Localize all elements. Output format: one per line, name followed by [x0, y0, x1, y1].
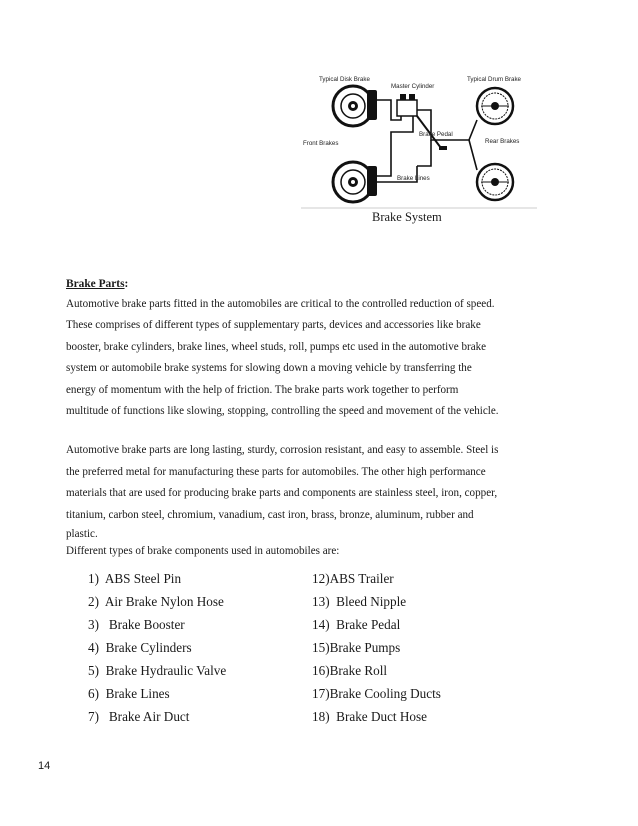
paragraph-line: booster, brake cylinders, brake lines, wheel studs, roll, pumps etc used in the automotive brake: [66, 340, 487, 353]
section-heading: [66, 275, 566, 294]
list-item: 7) Brake Air Duct: [88, 709, 190, 724]
list-row: [88, 636, 558, 659]
brake-system-illustration: [301, 70, 537, 212]
section-heading-text: Brake Parts: [66, 278, 125, 290]
label-rear-brakes: Rear Brakes: [485, 138, 520, 145]
list-row: [88, 659, 558, 682]
list-item: 3) Brake Booster: [88, 617, 185, 632]
label-brake-lines: Brake Lines: [397, 175, 430, 182]
paragraph-1: [66, 294, 566, 422]
list-row: [88, 590, 558, 613]
label-typical-drum-brake: Typical Drum Brake: [467, 76, 521, 83]
list-row: [88, 613, 558, 636]
list-item: 14) Brake Pedal: [312, 617, 401, 632]
paragraph-line: Automotive brake parts fitted in the automobiles are critical to the controlled reduction of speed.: [66, 298, 495, 310]
paragraph-line: energy of momentum with the help of friction. The brake parts work together to perform: [66, 383, 459, 396]
list-item: 6) Brake Lines: [88, 686, 170, 701]
paragraph-2: [66, 440, 566, 560]
paragraph-line: plastic.: [66, 528, 98, 541]
label-brake-pedal: Brake Pedal: [419, 131, 453, 138]
figure-caption: Brake System: [372, 210, 442, 224]
list-item: 4) Brake Cylinders: [88, 640, 192, 655]
list-item: 5) Brake Hydraulic Valve: [88, 663, 227, 678]
page-number: 14: [38, 760, 51, 772]
paragraph-line: titanium, carbon steel, chromium, vanadium, cast iron, brass, bronze, aluminum, rubber and: [66, 508, 474, 521]
brake-parts-section: [66, 275, 566, 560]
list-row: [88, 705, 558, 728]
paragraph-line: These comprises of different types of supplementary parts, devices and accessories like brake: [66, 319, 481, 332]
section-heading-colon: :: [124, 278, 129, 290]
paragraph-line: Automotive brake parts are long lasting, sturdy, corrosion resistant, and easy to assemble. Steel is: [66, 444, 499, 457]
list-row: [88, 567, 558, 590]
paragraph-line: the preferred metal for manufacturing these parts for automobiles. The other high performance: [66, 465, 486, 478]
brake-system-diagram: [301, 70, 537, 212]
list-item: 17)Brake Cooling Ducts: [312, 686, 441, 701]
label-front-brakes: Front Brakes: [303, 140, 339, 147]
label-master-cylinder: Master Cylinder: [391, 83, 435, 90]
label-typical-disk-brake: Typical Disk Brake: [319, 76, 370, 83]
list-item: 12)ABS Trailer: [312, 571, 394, 586]
list-row: [88, 682, 558, 705]
list-item: 18) Brake Duct Hose: [312, 709, 427, 724]
paragraph-line: materials that are used for producing brake parts and components are stainless steel, iron, copper,: [66, 487, 498, 500]
list-item: 16)Brake Roll: [312, 663, 388, 678]
list-item: 2) Air Brake Nylon Hose: [88, 594, 224, 609]
paragraph-line: Different types of brake components used in automobiles are:: [66, 545, 340, 558]
list-item: 1) ABS Steel Pin: [88, 571, 182, 586]
paragraph-line: multitude of functions like slowing, stopping, controlling the speed and movement of the vehicle.: [66, 405, 499, 418]
paragraph-line: system or automobile brake systems for slowing down a moving vehicle by transferring the: [66, 362, 472, 375]
list-item: 13) Bleed Nipple: [312, 594, 407, 609]
brake-components-list: [88, 567, 558, 728]
list-item: 15)Brake Pumps: [312, 640, 401, 655]
